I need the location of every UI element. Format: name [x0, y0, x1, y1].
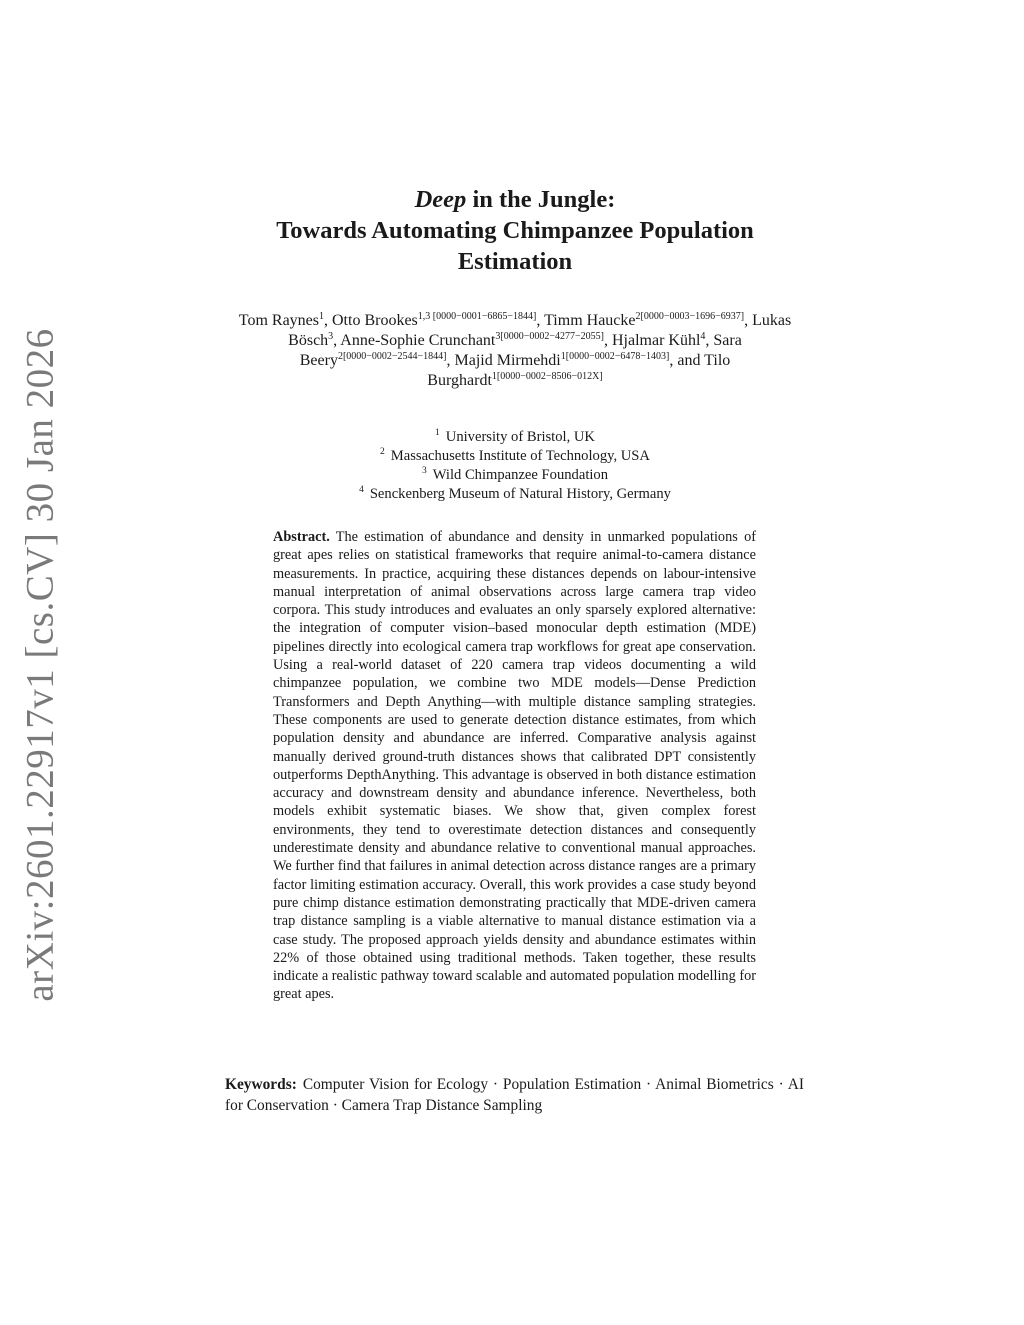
paper-title — [200, 184, 830, 277]
author-entry — [332, 312, 544, 329]
author-separator: , — [324, 312, 332, 329]
author-entry — [239, 312, 332, 329]
author-entry — [340, 332, 612, 349]
affiliation-name: Senckenberg Museum of Natural History, Germany — [369, 486, 671, 502]
title-line-1-rest: in the Jungle: — [466, 186, 616, 213]
author-separator: , — [705, 332, 714, 349]
keywords-block — [225, 1074, 804, 1116]
abstract-label: Abstract. — [273, 529, 330, 545]
author-affiliation-marker: 2[0000−0002−2544−1844] — [337, 351, 447, 362]
title-italic-word: Deep — [414, 186, 467, 213]
affiliation-number: 1 — [435, 428, 440, 438]
author-affiliation-marker: 1 — [319, 311, 324, 322]
author-name: Otto Brookes — [332, 312, 418, 329]
affiliation-list — [220, 428, 810, 504]
author-name: Hjalmar Kühl — [611, 332, 701, 349]
affiliation-number: 4 — [359, 485, 364, 495]
author-entry — [455, 352, 705, 369]
author-entry — [612, 332, 713, 349]
affiliation-item — [220, 485, 810, 504]
author-name: Tilo Burghardt — [427, 352, 731, 389]
author-affiliation-marker: 1,3 [0000−0001−6865−1844] — [417, 311, 537, 322]
affiliation-name: University of Bristol, UK — [445, 429, 595, 445]
author-separator: , and — [669, 352, 705, 369]
author-affiliation-marker: 1[0000−0002−8506−012X] — [491, 371, 603, 382]
keywords-label: Keywords: — [225, 1076, 297, 1093]
author-affiliation-marker: 3 — [328, 331, 334, 342]
title-line-3: Estimation — [457, 248, 573, 275]
title-line-1 — [200, 184, 830, 215]
affiliation-name: Massachusetts Institute of Technology, USA — [390, 448, 650, 464]
author-separator: , — [603, 332, 612, 349]
author-affiliation-marker: 4 — [700, 331, 706, 342]
author-list — [220, 311, 810, 391]
arxiv-identifier-stamp: arXiv:2601.22917v1 [cs.CV] 30 Jan 2026 — [18, 328, 62, 1002]
affiliation-number: 3 — [421, 466, 427, 476]
title-line-2: Towards Automating Chimpanzee Population — [276, 217, 754, 244]
author-separator: , — [446, 352, 455, 369]
author-name: Lukas Bösch — [288, 312, 792, 349]
affiliation-number: 2 — [380, 447, 385, 457]
author-affiliation-marker: 1[0000−0002−6478−1403] — [560, 351, 670, 362]
author-name: Tom Raynes — [238, 312, 319, 329]
abstract-text: The estimation of abundance and density in unmarked populations of great apes relies on statistical frameworks that require animal-to-camera distance measurements. In practice, acquiring these distances depends on labour-intensive manual interpretation of animal observations across large camera trap video corpora. This study introduces and evaluates an only sparsely explored alternative: the integration of computer vision–based monocular depth estimation (MDE) pipelines directly into ecological camera trap workflows for great ape conservation. Using a real-world dataset of 220 camera trap videos documenting a wild chimpanzee population, we combine two MDE models—Dense Prediction Transformers and Depth Anything—with multiple distance sampling strategies. These components are used to generate detection distance estimates, from which population density and abundance are inferred. Comparative analysis against manually derived ground-truth distances shows that calibrated DPT consistently outperforms DepthAnything. This advantage is observed in both distance estimation accuracy and downstream density and abundance inference. Nevertheless, both models exhibit systematic biases. We show that, given complex forest environments, they tend to overestimate detection distances and consequently underestimate density and abundance relative to conventional manual approaches. We further find that failures in animal detection across distance ranges are a primary factor limiting estimation accuracy. Overall, this work provides a case study beyond pure chimp distance estimation demonstrating practically that MDE-driven camera trap distance sampling is a viable alternative to manual distance estimation via a case study. The proposed approach yields density and abundance estimates within 22% of those obtained using traditional methods. Taken together, these results indicate a realistic pathway toward scalable and automated population modelling for great apes. — [273, 529, 756, 1003]
author-affiliation-marker: 3[0000−0002−4277−2055] — [495, 331, 604, 342]
author-name: Anne-Sophie Crunchant — [340, 332, 496, 349]
author-separator: , — [744, 312, 753, 329]
author-entry — [544, 312, 752, 329]
author-name: Timm Haucke — [544, 312, 636, 329]
author-separator: , — [333, 332, 341, 349]
affiliation-name: Wild Chimpanzee Foundation — [432, 467, 609, 483]
abstract-block — [273, 528, 756, 1004]
affiliation-item — [220, 428, 810, 447]
keywords-text: Computer Vision for Ecology · Population Estimation · Animal Biometrics · AI for Conservation · Camera Trap Distance Sampling — [225, 1076, 804, 1114]
author-affiliation-marker: 2[0000−0003−1696−6937] — [635, 311, 745, 322]
affiliation-item — [220, 466, 810, 485]
affiliation-item — [220, 447, 810, 466]
author-separator: , — [536, 312, 545, 329]
author-name: Sara Beery — [299, 332, 742, 369]
author-name: Majid Mirmehdi — [454, 352, 561, 369]
